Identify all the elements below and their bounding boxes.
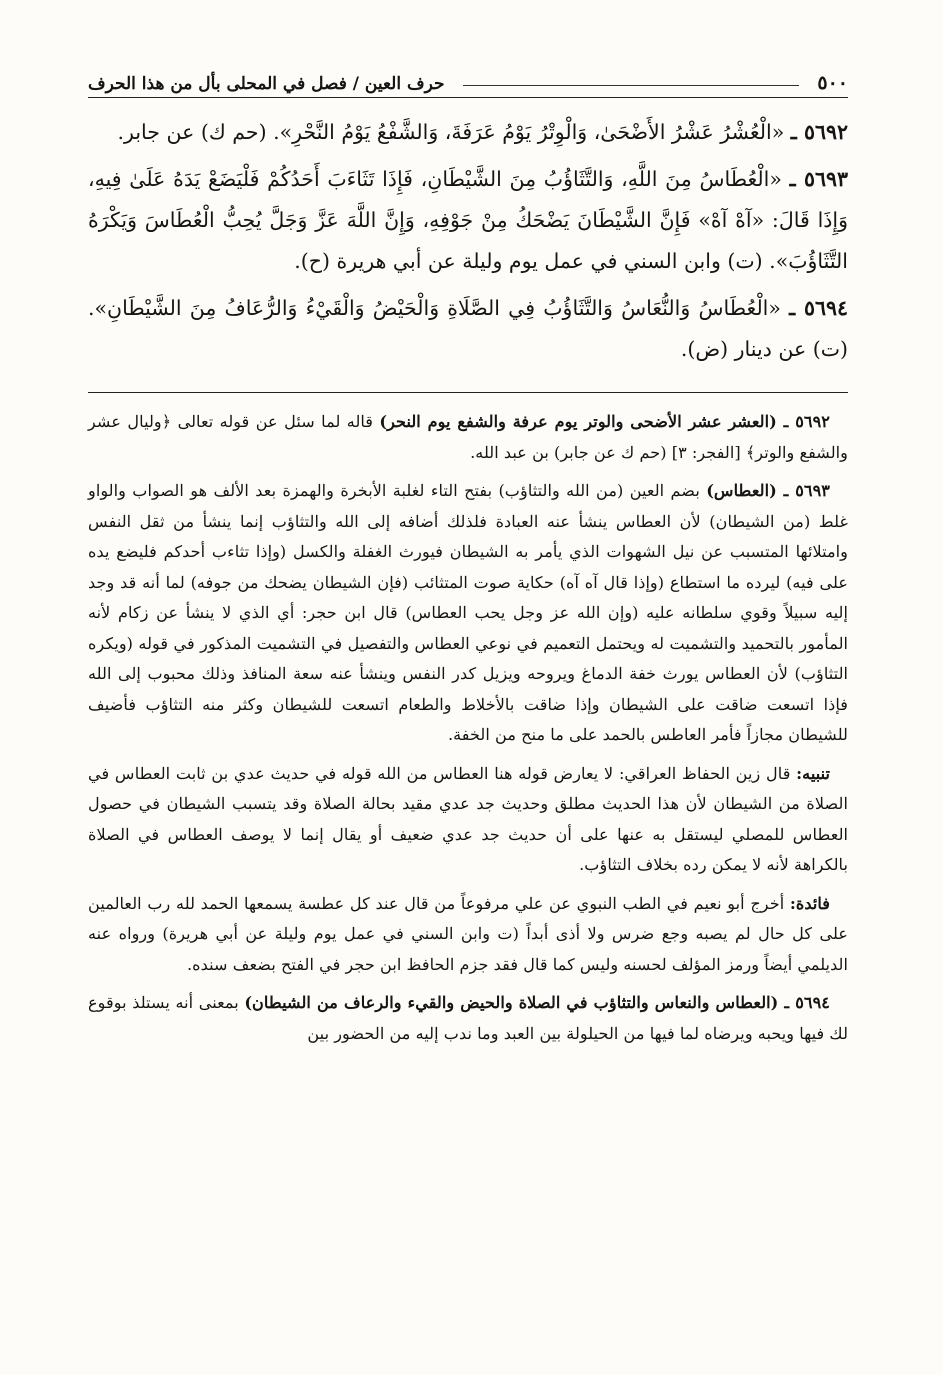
commentary-paragraph <box>88 988 848 1049</box>
hadith-entry <box>88 159 848 282</box>
commentary <box>88 407 848 1049</box>
hadith-number: ٥٦٩٢ ـ <box>790 120 848 144</box>
hadith-body: «الْعُشْرُ عَشْرُ الأَضْحَىٰ، وَالْوِتْرُ يَوْمُ عَرَفَةَ، وَالشَّفْعُ يَوْمُ النَّحْرِ». (حم ك) عن جابر. <box>117 120 785 144</box>
hadith-entry <box>88 112 848 153</box>
hadith-text <box>88 112 848 370</box>
hadith-body: «الْعُطَاسُ وَالنُّعَاسُ وَالتَّثَاؤُبُ فِي الصَّلَاةِ وَالْحَيْضُ وَالْقَيْءُ وَالرُّعَافُ مِنَ الشَّيْطَانِ». (ت) عن دينار (ض). <box>88 296 848 361</box>
commentary-text: قال زين الحفاظ العراقي: لا يعارض قوله هنا العطاس من الله قوله في حديث عدي بن ثابت العطاس في الصلاة من الشيطان لأن هذا الحديث مطلق وحديث جد عدي مقيد بحالة الصلاة وقد يتسبب الشيطان في حصول العطاس للمصلي ليستقل به عنها على أن حديث جد عدي ضعيف أو يقال إنما لا يوصف العطاس في الصلاة بالكراهة لأنه لا يمكن رده بخلاف التثاؤب. <box>88 763 848 874</box>
header-title: حرف العين / فصل في المحلى بأل من هذا الحرف <box>88 74 445 94</box>
commentary-paragraph <box>88 476 848 751</box>
commentary-paragraph <box>88 407 848 468</box>
commentary-text: بضم العين (من الله والتثاؤب) بفتح التاء لغلبة الأبخرة والهمزة بعد الألف هو الصواب والواو غلط (من الشيطان) لأن العطاس ينشأ عنه العبادة فلذلك أضافه إلى الله والتثاؤب إنما ينشأ من ثقل النفس وامتلائها المتسبب عن نيل الشهوات الذي يأمر به الشيطان فيورث الغفلة والكسل (وإذا تثاءب أحدكم فليضع يده على فيه) ليرده ما استطاع (وإذا قال آه آه) حكاية صوت المتثائب (فإن الشيطان يضحك من جوفه) لما أنه قد وجد إليه سبيلاً وقوي سلطانه عليه (وإن الله عز وجل يحب العطاس) قال ابن حجر: أي الذي لا ينشأ عن زكام لأنه المأمور بالتحميد والتشميت له ويحتمل التعميم في نوعي العطاس والتفصيل في التشميت المذكور في قوله (ويكره التثاؤب) لأن العطاس يورث خفة الدماغ ويروحه ويزيل كدر النفس وينشأ عنه سعة المنافذ وذلك محبوب إلى الله فإذا اتسعت ضاقت على الشيطان وإذا ضاقت بالأخلاط والطعام اتسعت للشيطان وكثر منه التثاؤب فأضيف للشيطان مجازاً فأمر العاطس بالحمد على ما منح من الخفة. <box>88 481 848 744</box>
commentary-lead: ٥٦٩٢ ـ (العشر عشر الأضحى والوتر يوم عرفة والشفع يوم النحر) <box>379 412 830 431</box>
hadith-entry <box>88 288 848 370</box>
running-header <box>88 60 848 98</box>
hadith-number: ٥٦٩٣ ـ <box>789 167 848 191</box>
hadith-number: ٥٦٩٤ ـ <box>789 296 848 320</box>
commentary-lead: تنبيه: <box>796 763 830 783</box>
commentary-text: أخرج أبو نعيم في الطب النبوي عن علي مرفوعاً من قال عند كل عطسة يسمعها الحمد لله رب العالمين على كل حال لم يصبه وجع ضرس ولا أذى أبداً (ت وابن السني في عمل يوم وليلة عن أبي هريرة) ورواه عنه الديلمي أيضاً ورمز المؤلف لحسنه وليس كما قال فقد جزم الحافظ ابن حجر في الفتح بضعف سنده. <box>88 893 848 974</box>
commentary-text: قاله لما سئل عن قوله تعالى ﴿وليال عشر والشفع والوتر﴾ [الفجر: ٣] (حم ك عن جابر) بن عبد الله. <box>88 412 848 462</box>
commentary-text: بمعنى أنه يستلذ بوقوع لك فيها ويحبه ويرضاه لما فيها من الحيلولة بين العبد وما ندب إليه من الحضور بين <box>88 993 848 1043</box>
commentary-lead: ٥٦٩٤ ـ (العطاس والنعاس والتثاؤب في الصلاة والحيض والقيء والرعاف من الشيطان) <box>244 993 830 1012</box>
book-page <box>88 60 848 1340</box>
commentary-lead: فائدة: <box>789 893 830 913</box>
footnote-separator <box>88 392 848 393</box>
hadith-body: «الْعُطَاسُ مِنَ اللَّهِ، وَالتَّثَاؤُبُ مِنَ الشَّيْطَانِ، فَإِذَا تَثَاءَبَ أَحَدُكُمْ فَلْيَضَعْ يَدَهُ عَلَىٰ فِيهِ، وَإِذَا قَالَ: «آهْ آهْ» فَإِنَّ الشَّيْطَانَ يَضْحَكُ مِنْ جَوْفِهِ، وَإِنَّ اللَّهَ عَزَّ وَجَلَّ يُحِبُّ الْعُطَاسَ وَيَكْرَهُ التَّثَاؤُبَ». (ت) وابن السني في عمل يوم وليلة عن أبي هريرة (ح). <box>88 167 848 273</box>
header-rule <box>463 84 800 86</box>
commentary-paragraph <box>88 759 848 881</box>
commentary-paragraph <box>88 889 848 981</box>
page-number: ٥٠٠ <box>817 72 848 94</box>
commentary-lead: ٥٦٩٣ ـ (العطاس) <box>706 481 830 500</box>
